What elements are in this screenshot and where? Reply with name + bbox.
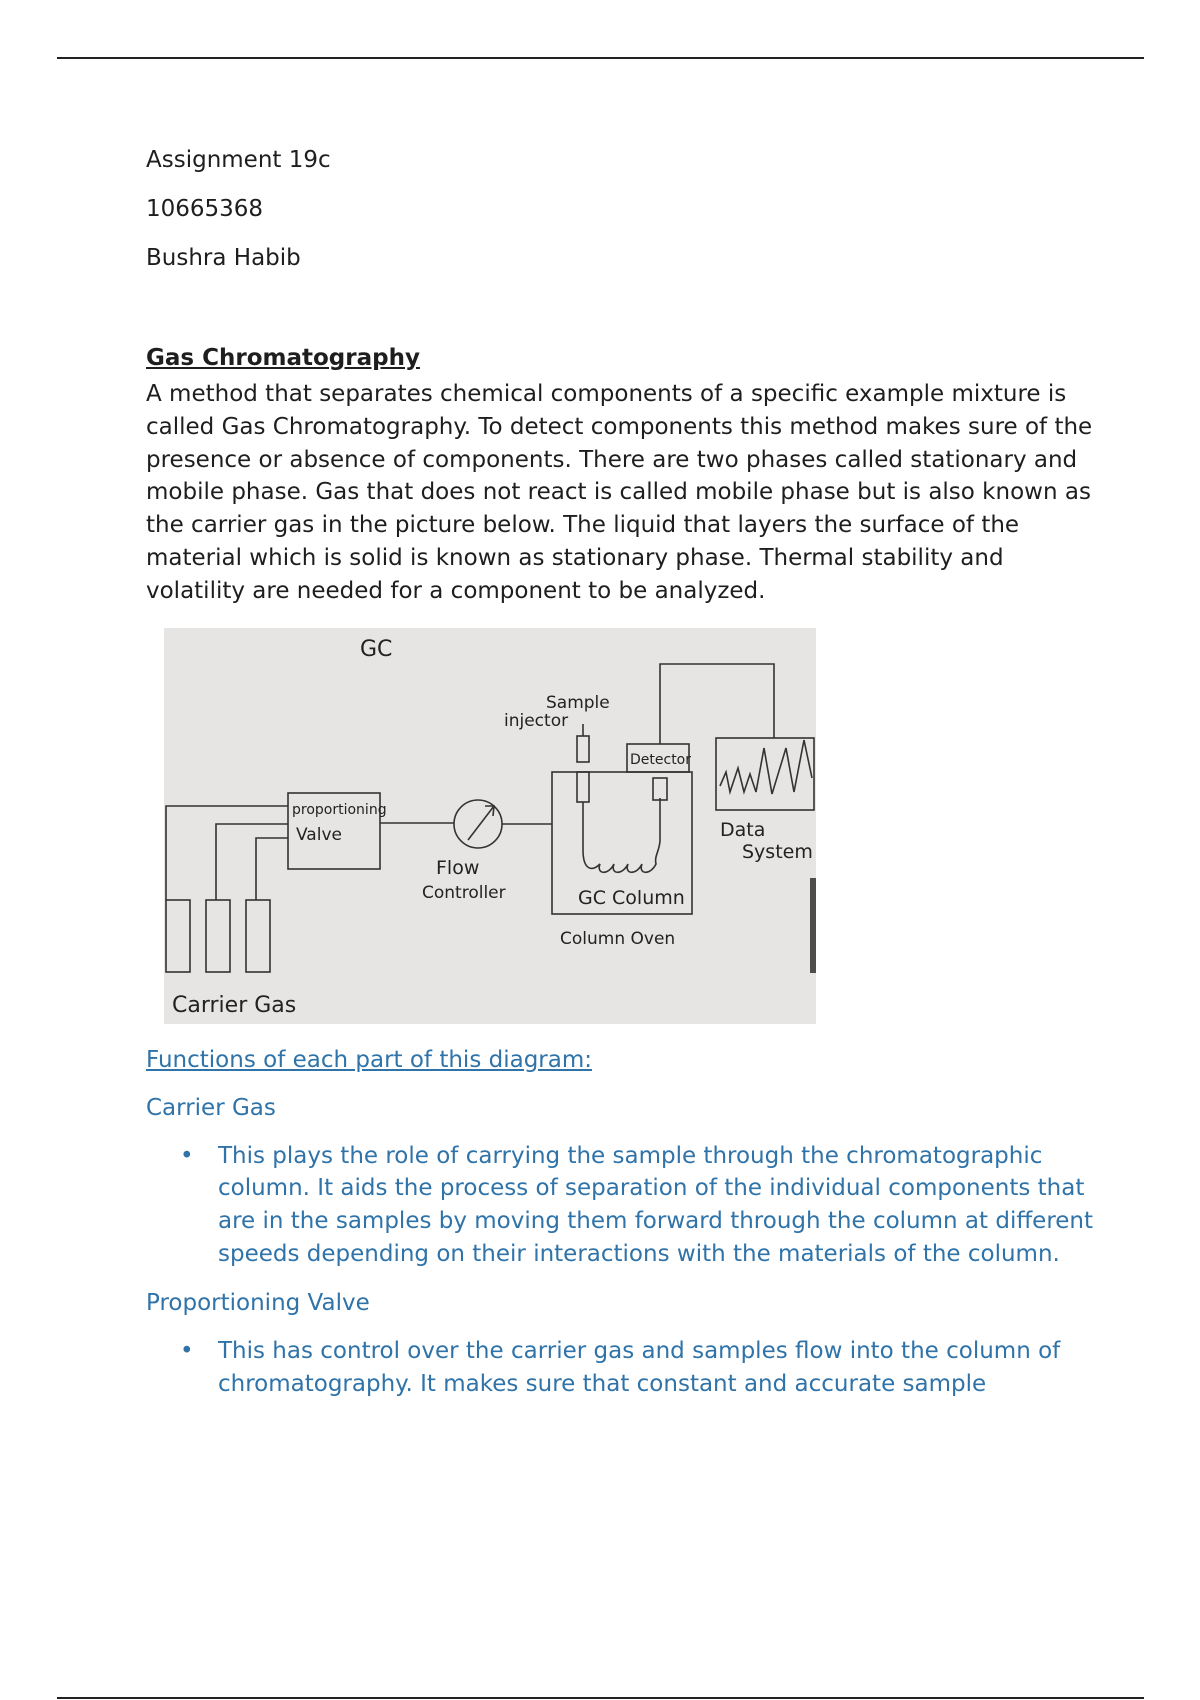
label-sample: Sample (546, 692, 610, 713)
functions-title: Functions of each part of this diagram: (146, 1046, 593, 1073)
carrier-gas-bullet: • This plays the role of carrying the sample through the chromatographic column. It aids the process of separation of the individual components that are in the samples by moving them forward through the column at different speeds depending on their interactions with the materials of the column. (146, 1140, 1096, 1271)
top-rule (57, 57, 1144, 59)
student-id: 10665368 (146, 196, 264, 222)
item-carrier-gas-title: Carrier Gas (146, 1094, 276, 1121)
label-gc-column: GC Column (578, 886, 685, 909)
gas-cylinder-3 (246, 900, 270, 972)
carrier-gas-list (146, 1140, 1096, 1271)
section-heading: Gas Chromatography (146, 345, 420, 371)
label-system: System (742, 840, 813, 863)
label-detector: Detector (630, 751, 692, 768)
label-proportioning: proportioning (292, 801, 387, 818)
gc-diagram-drawing (164, 628, 816, 1024)
label-injector: injector (504, 710, 569, 731)
label-column-oven: Column Oven (560, 928, 676, 949)
diagram-title-gc: GC (360, 636, 393, 662)
bottom-rule (57, 1697, 1144, 1699)
document-body (146, 140, 1096, 1400)
label-carrier-gas: Carrier Gas (172, 992, 297, 1018)
label-controller: Controller (422, 882, 506, 903)
proportioning-valve-bullet: • This has control over the carrier gas and samples flow into the column of chromatography. It makes sure that constant and accurate sample (146, 1335, 1096, 1401)
gas-cylinder-1 (166, 900, 190, 972)
flow-controller-dial (454, 800, 502, 848)
gas-cylinder-2 (206, 900, 230, 972)
label-flow: Flow (436, 856, 480, 879)
student-name: Bushra Habib (146, 245, 301, 271)
assignment-title: Assignment 19c (146, 147, 331, 173)
proportioning-valve-list (146, 1335, 1096, 1401)
intro-paragraph: A method that separates chemical components of a specific example mixture is called Gas Chromatography. To detect components this method makes sure of the presence or absence of components. There are two phases called stationary and mobile phase. Gas that does not react is called mobile phase but is also known as the carrier gas in the picture below. The liquid that layers the surface of the material which is solid is known as stationary phase. Thermal stability and volatility are needed for a component to be analyzed. (146, 381, 1093, 604)
data-system-box (716, 738, 814, 810)
label-valve: Valve (296, 824, 342, 845)
item-proportioning-valve-title: Proportioning Valve (146, 1289, 370, 1316)
label-data: Data (720, 818, 766, 841)
gc-diagram (164, 628, 816, 1024)
